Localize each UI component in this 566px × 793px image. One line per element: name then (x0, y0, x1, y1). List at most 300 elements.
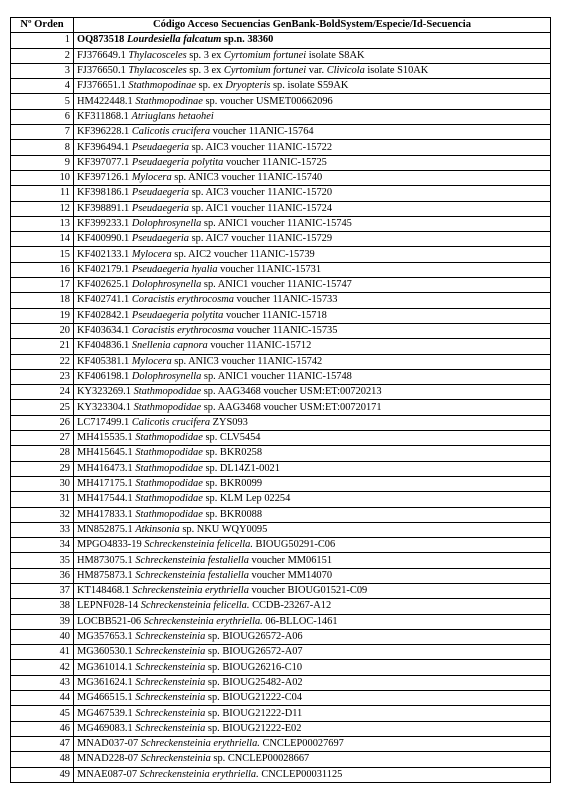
table-row (11, 599, 551, 614)
table-row (11, 691, 551, 706)
species-name: Schreckensteinia (135, 631, 206, 643)
species-name: Pseudaegeria polytita (131, 309, 224, 321)
sequence-text: FJ376649.1 (77, 49, 129, 61)
sequence-text: KF398186.1 (77, 187, 132, 199)
order-number-cell: 14 (11, 232, 74, 247)
table-row (11, 736, 551, 751)
sequence-cell (74, 354, 551, 369)
order-number-cell: 23 (11, 369, 74, 384)
order-number-cell: 35 (11, 553, 74, 568)
order-number-cell: 41 (11, 645, 74, 660)
table-row (11, 216, 551, 231)
sequence-cell (74, 614, 551, 629)
table-row (11, 522, 551, 537)
sequence-cell (74, 599, 551, 614)
sequence-cell (74, 476, 551, 491)
sequence-text: HM875873.1 (77, 569, 136, 581)
species-name: Stathmopodidae (133, 386, 202, 398)
sequence-text: isolate S8AK (306, 49, 365, 61)
table-row (11, 553, 551, 568)
sequence-text: MG357653.1 (77, 631, 136, 643)
table-row (11, 385, 551, 400)
sequence-text: voucher 11ANIC-15712 (207, 340, 312, 352)
sequence-text: KY323269.1 (77, 386, 134, 398)
sequence-cell (74, 385, 551, 400)
sequence-text: voucher BIOUG01521-C09 (248, 585, 368, 597)
species-name: Snellenia capnora (131, 340, 208, 352)
sequence-text: MH417175.1 (77, 478, 136, 490)
table-row (11, 33, 551, 48)
sequence-text: BIOUG50291-C06 (252, 539, 336, 551)
sequence-text: MH416473.1 (77, 462, 136, 474)
sequence-text: sp. ANIC1 voucher 11ANIC-15747 (201, 279, 352, 291)
sequence-cell (74, 140, 551, 155)
table-row (11, 476, 551, 491)
table-row (11, 94, 551, 109)
order-number-cell: 5 (11, 94, 74, 109)
sequence-cell (74, 553, 551, 568)
table-row (11, 629, 551, 644)
sequence-text: sp. BIOUG21222-D11 (205, 707, 303, 719)
sequence-text: LOCBB521-06 (77, 615, 144, 627)
species-name: Schreckensteinia felicella. (144, 539, 253, 551)
sequence-text: sp. AIC3 voucher 11ANIC-15720 (189, 187, 333, 199)
sequence-cell (74, 507, 551, 522)
sequence-cell (74, 767, 551, 782)
sequence-cell (74, 262, 551, 277)
sequence-cell (74, 691, 551, 706)
table-row (11, 140, 551, 155)
sequence-text: voucher 11ANIC-15731 (217, 263, 322, 275)
table-row (11, 446, 551, 461)
order-number-cell: 38 (11, 599, 74, 614)
species-name: Mylocera (131, 248, 172, 260)
table-row (11, 339, 551, 354)
sequence-text: sp. BIOUG26572-A06 (205, 631, 303, 643)
order-number-cell: 9 (11, 155, 74, 170)
order-number-cell: 6 (11, 109, 74, 124)
sequence-text: CNCLEP00031125 (258, 768, 343, 780)
species-name: Clivicola (326, 65, 365, 77)
table-row (11, 369, 551, 384)
sequence-text: voucher 11ANIC-15725 (223, 156, 327, 168)
sequence-cell (74, 339, 551, 354)
sequence-cell (74, 216, 551, 231)
sequence-text: sp. AIC7 voucher 11ANIC-15729 (189, 233, 333, 245)
sequence-text: MG466515.1 (77, 692, 136, 704)
sequence-text: MNAE087-07 (77, 768, 140, 780)
order-number-cell: 33 (11, 522, 74, 537)
table-row (11, 675, 551, 690)
table-row (11, 568, 551, 583)
sequence-cell (74, 186, 551, 201)
order-number-cell: 46 (11, 721, 74, 736)
order-number-cell: 37 (11, 583, 74, 598)
sequence-text: MPGO4833-19 (77, 539, 145, 551)
species-name: Schreckensteinia festaliella (135, 569, 249, 581)
sequence-text: sp. BIOUG26572-A07 (205, 646, 303, 658)
sequence-cell (74, 522, 551, 537)
table-row (11, 538, 551, 553)
table-row (11, 431, 551, 446)
table-row (11, 48, 551, 63)
table-header-row (11, 18, 551, 33)
species-name: Schreckensteinia festaliella (135, 554, 249, 566)
species-name: Thylacosceles (128, 49, 187, 61)
species-name: Stathmopodidae (135, 478, 203, 490)
species-name: Schreckensteinia erythriella (132, 585, 249, 597)
species-name: Stathmopodidae (133, 401, 202, 413)
table-row (11, 308, 551, 323)
species-name: Coracistis erythrocosma (131, 294, 234, 306)
header-accession-code: Código Acceso Secuencias GenBank-BoldSystem/Especie/Id-Secuencia (74, 18, 551, 33)
order-number-cell: 30 (11, 476, 74, 491)
sequence-cell (74, 33, 551, 48)
table-row (11, 125, 551, 140)
sequence-text: voucher 11ANIC-15718 (223, 309, 327, 321)
table-row (11, 232, 551, 247)
sequence-text: sp. BIOUG21222-C04 (205, 692, 303, 704)
sequence-text: sp. AAG3468 voucher USM:ET:00720213 (201, 386, 382, 398)
order-number-cell: 42 (11, 660, 74, 675)
order-number-cell: 8 (11, 140, 74, 155)
table-row (11, 186, 551, 201)
species-name: Schreckensteinia (135, 646, 206, 658)
sequence-text: voucher 11ANIC-15764 (210, 126, 314, 138)
order-number-cell: 15 (11, 247, 74, 262)
order-number-cell: 2 (11, 48, 74, 63)
sequence-text: KF402842.1 (77, 309, 132, 321)
sequence-cell (74, 369, 551, 384)
species-name: Schreckensteinia (140, 753, 211, 765)
species-name: Dryopteris (225, 80, 271, 92)
sequence-cell (74, 293, 551, 308)
species-name: Stathmopodidae (135, 432, 203, 444)
order-number-cell: 20 (11, 323, 74, 338)
sequence-cell (74, 155, 551, 170)
species-name: Pseudaegeria (131, 187, 189, 199)
species-name: Mylocera (131, 172, 172, 184)
species-name: Cyrtomium fortunei (223, 65, 307, 77)
species-name: Pseudaegeria (131, 233, 189, 245)
sequence-text: MG360530.1 (77, 646, 136, 658)
species-name: Schreckensteinia erythriella. (140, 738, 260, 750)
sequence-text: sp. AIC3 voucher 11ANIC-15722 (189, 141, 333, 153)
sequence-text: sp.n. 38360 (221, 34, 274, 46)
sequence-text: sp. ANIC1 voucher 11ANIC-15745 (201, 218, 352, 229)
sequence-text: sp. AIC1 voucher 11ANIC-15724 (189, 202, 333, 214)
table-row (11, 492, 551, 507)
sequence-text: KF402179.1 (77, 263, 132, 275)
sequence-cell (74, 308, 551, 323)
species-name: Schreckensteinia (135, 722, 206, 734)
table-row (11, 706, 551, 721)
sequence-text: CNCLEP00027697 (259, 738, 344, 750)
sequence-text: sp. ANIC3 voucher 11ANIC-15740 (171, 172, 323, 184)
species-name: Schreckensteinia erythriella. (139, 768, 259, 780)
species-name: Atriuglans hetaohei (131, 110, 214, 122)
species-name: Schreckensteinia felicella. (140, 600, 250, 612)
table-row (11, 354, 551, 369)
sequence-text: sp. 3 ex (186, 49, 224, 61)
order-number-cell: 31 (11, 492, 74, 507)
sequence-cell (74, 706, 551, 721)
sequence-text: FJ376651.1 (77, 80, 129, 92)
sequence-cell (74, 79, 551, 94)
sequence-text: HM422448.1 (77, 95, 136, 107)
species-name: Schreckensteinia (135, 661, 206, 673)
sequence-cell (74, 736, 551, 751)
table-row (11, 660, 551, 675)
table-row (11, 583, 551, 598)
sequence-text: MH417833.1 (77, 508, 136, 520)
table-row (11, 262, 551, 277)
sequence-text: sp. DL14Z1-0021 (202, 462, 280, 474)
species-name: Schreckensteinia (135, 707, 206, 719)
order-number-cell: 12 (11, 201, 74, 216)
order-number-cell: 25 (11, 400, 74, 415)
sequence-cell (74, 721, 551, 736)
order-number-cell: 19 (11, 308, 74, 323)
species-name: Dolophrosynella (131, 279, 202, 291)
species-name: Thylacosceles (128, 65, 187, 77)
species-name: Stathmopodidae (135, 508, 203, 520)
table-row (11, 614, 551, 629)
order-number-cell: 34 (11, 538, 74, 553)
sequence-text: sp. isolate S59AK (270, 80, 349, 92)
sequence-text: MH417544.1 (77, 493, 136, 505)
sequence-text: LEPNF028-14 (77, 600, 141, 612)
sequence-cell (74, 201, 551, 216)
species-name: Calicotis crucifera (131, 416, 211, 428)
sequence-cell (74, 94, 551, 109)
sequence-cell (74, 232, 551, 247)
species-name: Calicotis crucifera (131, 126, 211, 138)
sequence-text: 06-BLLOC-1461 (262, 615, 338, 627)
sequence-text: sp. AAG3468 voucher USM:ET:00720171 (201, 401, 382, 413)
order-number-cell: 24 (11, 385, 74, 400)
sequence-cell (74, 63, 551, 78)
sequence-cell (74, 629, 551, 644)
sequence-text: sp. AIC2 voucher 11ANIC-15739 (171, 248, 315, 260)
sequence-cell (74, 48, 551, 63)
sequence-text: KF399233.1 (77, 218, 132, 229)
species-name: Lourdesiella falcatum (126, 34, 222, 46)
sequence-text: isolate S10AK (364, 65, 429, 77)
species-name: Stathmopodidae (135, 462, 203, 474)
sequence-text: CCDB-23267-A12 (249, 600, 332, 612)
sequence-text: KY323304.1 (77, 401, 134, 413)
table-row (11, 278, 551, 293)
order-number-cell: 29 (11, 461, 74, 476)
species-name: Pseudaegeria (131, 141, 189, 153)
sequence-cell (74, 247, 551, 262)
sequence-table (10, 17, 551, 783)
header-order-number: Nº Orden (11, 18, 74, 33)
table-row (11, 293, 551, 308)
sequence-text: sp. ANIC3 voucher 11ANIC-15742 (171, 355, 323, 367)
sequence-text: var. (306, 65, 327, 77)
sequence-cell (74, 446, 551, 461)
table-row (11, 247, 551, 262)
species-name: Schreckensteinia (135, 676, 206, 688)
species-name: Dolophrosynella (131, 218, 202, 229)
sequence-cell (74, 583, 551, 598)
sequence-cell (74, 660, 551, 675)
sequence-cell (74, 109, 551, 124)
order-number-cell: 49 (11, 767, 74, 782)
sequence-text: MG467539.1 (77, 707, 136, 719)
sequence-text: sp. BIOUG21222-E02 (205, 722, 302, 734)
sequence-text: sp. BIOUG26216-C10 (205, 661, 303, 673)
species-name: Coracistis erythrocosma (131, 325, 234, 337)
sequence-text: sp. BKR0258 (202, 447, 263, 459)
sequence-text: MG469083.1 (77, 722, 136, 734)
species-name: Stathmopodinae (128, 80, 196, 92)
table-row (11, 109, 551, 124)
sequence-text: sp. 3 ex (186, 65, 224, 77)
species-name: Stathmopodinae (135, 95, 203, 107)
order-number-cell: 4 (11, 79, 74, 94)
sequence-cell (74, 492, 551, 507)
table-row (11, 415, 551, 430)
table-row (11, 63, 551, 78)
order-number-cell: 11 (11, 186, 74, 201)
species-name: Pseudaegeria (131, 202, 189, 214)
order-number-cell: 47 (11, 736, 74, 751)
sequence-text: voucher 11ANIC-15735 (233, 325, 338, 337)
sequence-text: KF405381.1 (77, 355, 132, 367)
order-number-cell: 21 (11, 339, 74, 354)
species-name: Schreckensteinia (135, 692, 206, 704)
table-row (11, 721, 551, 736)
sequence-text: MNAD037-07 (77, 738, 141, 750)
sequence-text: sp. ANIC1 voucher 11ANIC-15748 (201, 370, 352, 382)
order-number-cell: 40 (11, 629, 74, 644)
order-number-cell: 7 (11, 125, 74, 140)
sequence-text: sp. CNCLEP00028667 (210, 753, 310, 765)
sequence-text: KF404836.1 (77, 340, 132, 352)
order-number-cell: 36 (11, 568, 74, 583)
order-number-cell: 10 (11, 170, 74, 185)
order-number-cell: 17 (11, 278, 74, 293)
order-number-cell: 32 (11, 507, 74, 522)
species-name: Atkinsonia (135, 523, 180, 535)
sequence-text: MH415645.1 (77, 447, 136, 459)
table-body (11, 33, 551, 783)
sequence-text: KF406198.1 (77, 370, 132, 382)
sequence-text: sp. KLM Lep 02254 (202, 493, 291, 505)
sequence-cell (74, 568, 551, 583)
order-number-cell: 44 (11, 691, 74, 706)
order-number-cell: 26 (11, 415, 74, 430)
sequence-text: KF396494.1 (77, 141, 132, 153)
sequence-text: KF396228.1 (77, 126, 132, 138)
sequence-cell (74, 125, 551, 140)
species-name: Dolophrosynella (131, 370, 202, 382)
table-row (11, 323, 551, 338)
sequence-text: KF397077.1 (77, 156, 132, 168)
sequence-cell (74, 645, 551, 660)
sequence-text: KF403634.1 (77, 325, 132, 337)
order-number-cell: 43 (11, 675, 74, 690)
sequence-cell (74, 400, 551, 415)
table-row (11, 79, 551, 94)
sequence-cell (74, 323, 551, 338)
table-row (11, 461, 551, 476)
sequence-text: MH415535.1 (77, 432, 136, 444)
order-number-cell: 18 (11, 293, 74, 308)
sequence-text: voucher 11ANIC-15733 (233, 294, 338, 306)
sequence-text: voucher MM06151 (248, 554, 333, 566)
sequence-text: sp. NKU WQY0095 (179, 523, 268, 535)
sequence-text: MNAD228-07 (77, 753, 141, 765)
sequence-text: sp. BKR0099 (202, 478, 263, 490)
sequence-text: HM873075.1 (77, 554, 136, 566)
sequence-text: KF397126.1 (77, 172, 132, 184)
sequence-text: KT148468.1 (77, 585, 133, 597)
sequence-text: LC717499.1 (77, 416, 132, 428)
table-row (11, 752, 551, 767)
order-number-cell: 22 (11, 354, 74, 369)
table-row (11, 400, 551, 415)
sequence-text: MG361624.1 (77, 676, 136, 688)
sequence-cell (74, 538, 551, 553)
sequence-text: sp. voucher USMET00662096 (202, 95, 333, 107)
order-number-cell: 48 (11, 752, 74, 767)
order-number-cell: 39 (11, 614, 74, 629)
sequence-text: ZYS093 (210, 416, 248, 428)
sequence-text: KF402133.1 (77, 248, 132, 260)
order-number-cell: 28 (11, 446, 74, 461)
document-page (10, 17, 551, 783)
sequence-text: sp. CLV5454 (202, 432, 261, 444)
species-name: Pseudaegeria hyalia (131, 263, 218, 275)
species-name: Stathmopodidae (135, 493, 203, 505)
sequence-text: MN852875.1 (77, 523, 136, 535)
sequence-text: KF400990.1 (77, 233, 132, 245)
order-number-cell: 16 (11, 262, 74, 277)
sequence-cell (74, 170, 551, 185)
order-number-cell: 27 (11, 431, 74, 446)
sequence-cell (74, 675, 551, 690)
sequence-text: KF398891.1 (77, 202, 132, 214)
order-number-cell: 1 (11, 33, 74, 48)
sequence-text: MG361014.1 (77, 661, 136, 673)
sequence-text: OQ873518 (77, 34, 127, 46)
table-row (11, 201, 551, 216)
table-row (11, 767, 551, 782)
table-row (11, 507, 551, 522)
sequence-text: KF402741.1 (77, 294, 132, 306)
species-name: Mylocera (131, 355, 172, 367)
species-name: Cyrtomium fortunei (223, 49, 307, 61)
order-number-cell: 3 (11, 63, 74, 78)
sequence-cell (74, 415, 551, 430)
table-row (11, 170, 551, 185)
order-number-cell: 45 (11, 706, 74, 721)
sequence-text: sp. ex (195, 80, 226, 92)
sequence-cell (74, 752, 551, 767)
sequence-text: KF402625.1 (77, 279, 132, 291)
sequence-text: FJ376650.1 (77, 65, 129, 77)
table-row (11, 155, 551, 170)
species-name: Stathmopodidae (135, 447, 203, 459)
table-row (11, 645, 551, 660)
sequence-cell (74, 278, 551, 293)
sequence-cell (74, 431, 551, 446)
sequence-text: voucher MM14070 (248, 569, 333, 581)
